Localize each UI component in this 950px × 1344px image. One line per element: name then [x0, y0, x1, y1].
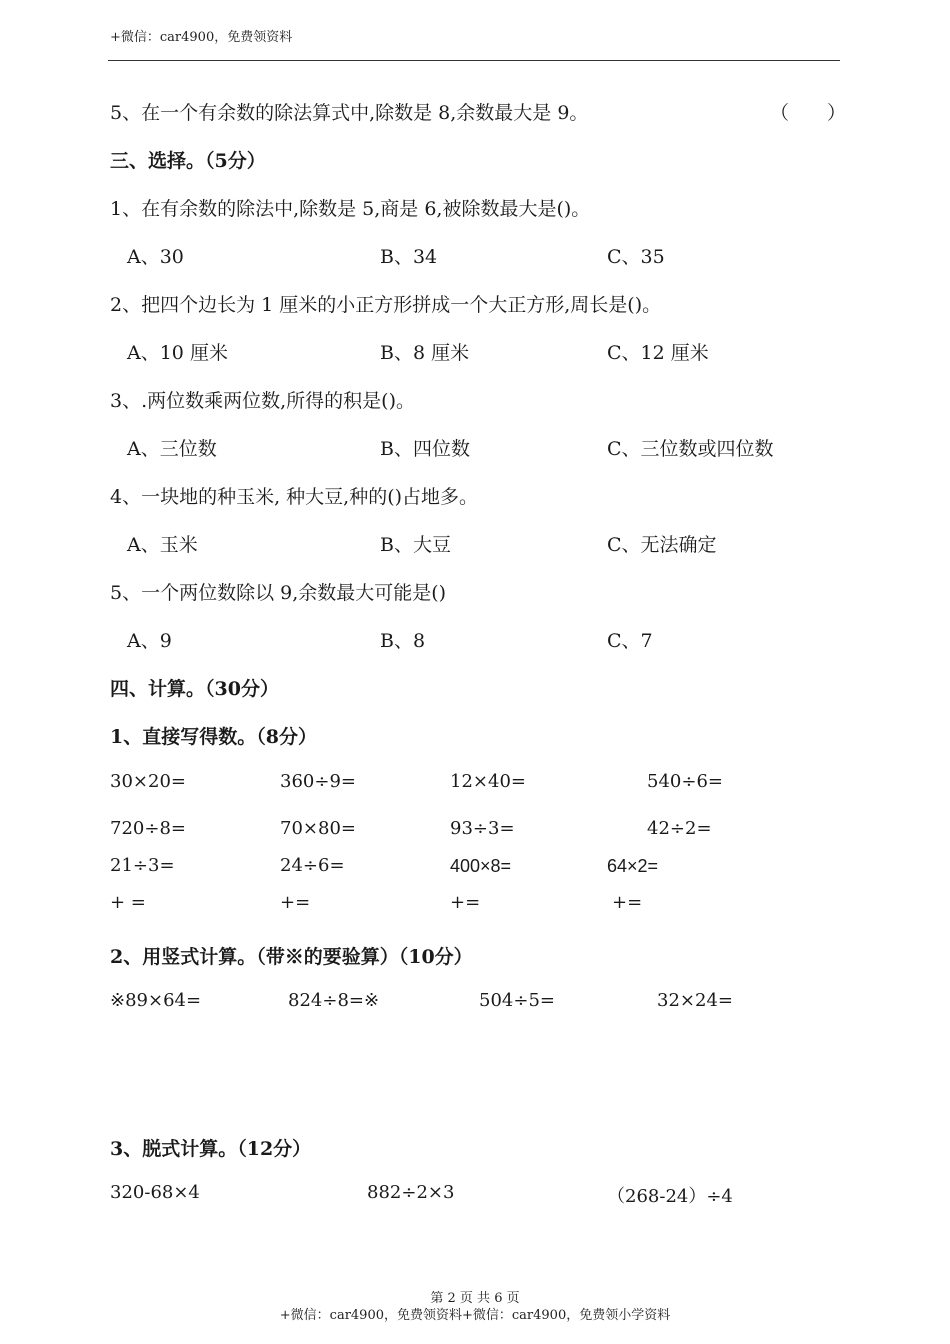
- vertical-calc-item: 824÷8=※: [288, 990, 380, 1011]
- stepwise-calc-item: 882÷2×3: [367, 1182, 455, 1203]
- header-watermark: +微信：car4900，免费领资料: [110, 30, 293, 45]
- choice-2-option-c: C、12 厘米: [607, 342, 709, 364]
- stepwise-calc-item: 320-68×4: [110, 1182, 200, 1203]
- oral-calc-item: +=: [280, 892, 311, 913]
- choice-question-3: 3、.两位数乘两位数,所得的积是()。: [110, 390, 415, 412]
- section-3-title: 三、选择。（5分）: [110, 150, 266, 172]
- header-divider: [108, 60, 840, 61]
- oral-calc-item: 64×2=: [607, 856, 659, 876]
- choice-2-option-b: B、8 厘米: [380, 342, 470, 364]
- oral-calc-item: 70×80=: [280, 818, 356, 839]
- choice-5-option-b: B、8: [380, 630, 426, 652]
- answer-bracket: （ ）: [770, 102, 847, 124]
- vertical-calc-item: 504÷5=: [479, 990, 555, 1011]
- oral-calc-item: 42÷2=: [647, 818, 712, 839]
- choice-1-option-b: B、34: [380, 246, 438, 268]
- choice-3-option-a: A、三位数: [127, 438, 217, 460]
- page-number: 第 2 页 共 6 页: [430, 1291, 520, 1306]
- stepwise-calc-item: （268-24）÷4: [607, 1186, 733, 1207]
- choice-3-option-b: B、四位数: [380, 438, 470, 460]
- choice-question-5: 5、一个两位数除以 9,余数最大可能是(): [110, 582, 447, 604]
- oral-calc-item: +=: [612, 892, 643, 913]
- oral-calc-item: 93÷3=: [450, 818, 515, 839]
- oral-calc-item: 400×8=: [450, 856, 512, 876]
- part-2-title: 2、用竖式计算。（带※的要验算）（10分）: [110, 946, 473, 968]
- footer-watermark: +微信：car4900，免费领资料+微信：car4900，免费领小学资料: [279, 1308, 671, 1323]
- vertical-calc-item: 32×24=: [657, 990, 733, 1011]
- choice-5-option-c: C、7: [607, 630, 653, 652]
- choice-1-option-c: C、35: [607, 246, 665, 268]
- choice-4-option-b: B、大豆: [380, 534, 451, 556]
- choice-1-option-a: A、30: [127, 246, 184, 268]
- choice-2-option-a: A、10 厘米: [127, 342, 228, 364]
- oral-calc-item: +=: [450, 892, 481, 913]
- oral-calc-item: + =: [110, 892, 146, 913]
- choice-question-4: 4、一块地的种玉米, 种大豆,种的()占地多。: [110, 486, 479, 508]
- choice-question-1: 1、在有余数的除法中,除数是 5,商是 6,被除数最大是()。: [110, 198, 591, 220]
- oral-calc-item: 24÷6=: [280, 855, 345, 876]
- judge-question-5: 5、在一个有余数的除法算式中,除数是 8,余数最大是 9。: [110, 102, 589, 124]
- section-4-title: 四、计算。（30分）: [110, 678, 279, 700]
- oral-calc-item: 21÷3=: [110, 855, 175, 876]
- choice-4-option-c: C、无法确定: [607, 534, 717, 556]
- choice-5-option-a: A、9: [127, 630, 172, 652]
- oral-calc-item: 30×20=: [110, 771, 186, 792]
- part-3-title: 3、脱式计算。（12分）: [110, 1138, 312, 1160]
- oral-calc-item: 540÷6=: [647, 771, 723, 792]
- choice-question-2: 2、把四个边长为 1 厘米的小正方形拼成一个大正方形,周长是()。: [110, 294, 662, 316]
- choice-4-option-a: A、玉米: [127, 534, 198, 556]
- oral-calc-item: 360÷9=: [280, 771, 356, 792]
- choice-3-option-c: C、三位数或四位数: [607, 438, 774, 460]
- oral-calc-item: 12×40=: [450, 771, 526, 792]
- vertical-calc-item: ※89×64=: [110, 990, 202, 1011]
- oral-calc-item: 720÷8=: [110, 818, 186, 839]
- part-1-title: 1、直接写得数。（8分）: [110, 726, 317, 748]
